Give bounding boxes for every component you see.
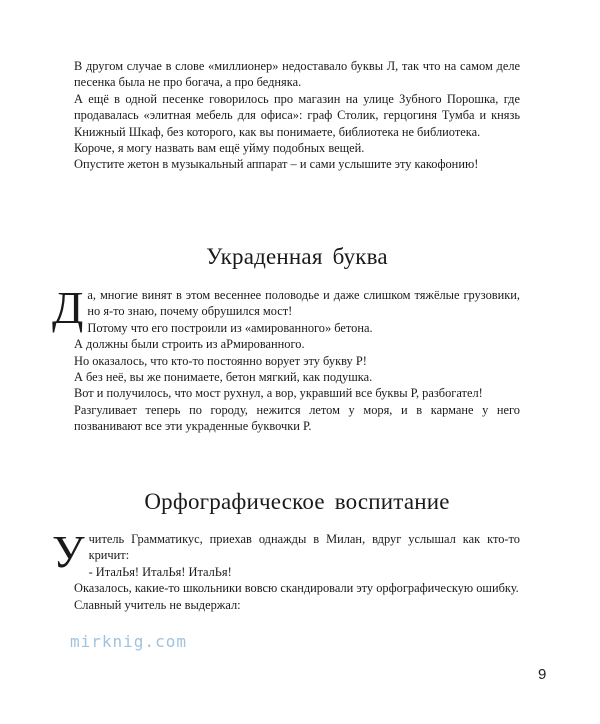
story-spelling-education — [52, 526, 520, 613]
paragraph: Славный учитель не выдержал: — [74, 597, 241, 612]
paragraph: Короче, я могу назвать вам ещё уйму подобных вещей. — [74, 141, 365, 156]
lead-text: а, многие винят в этом весеннее половодье и даже слишком тяжёлые грузовики, но я-то знаю, почему обрушился мост! — [87, 288, 520, 319]
chapter-title-spelling-education: Орфографическое воспитание — [144, 489, 450, 514]
page-number: 9 — [538, 666, 547, 683]
paragraph: Потому что его построили из «амированного» бетона. — [87, 320, 373, 335]
paragraph: А должны были строить из аРмированного. — [74, 337, 305, 352]
watermark: mirknig.com — [70, 632, 187, 651]
lead-text: читель Грамматикус, приехав однажды в Милан, вдруг услышал как кто-то кричит: — [88, 532, 520, 563]
paragraph: Но оказалось, что кто-то постоянно ворует эту букву Р! — [74, 353, 367, 368]
paragraph: В другом случае в слове «миллионер» недоставало буквы Л, так что на самом деле песенка была не про богача, а про бедняка. — [74, 59, 520, 90]
paragraph: Разгуливает теперь по городу, нежится летом у моря, и в кармане у него позванивают все эти украденные буквочки Р. — [74, 402, 520, 434]
paragraph: А без неё, вы же понимаете, бетон мягкий, как подушка. — [74, 370, 373, 385]
drop-cap: У — [52, 526, 85, 577]
paragraph: Вот и получилось, что мост рухнул, а вор, укравший все буквы Р, разбогател! — [74, 386, 483, 401]
intro-text — [74, 58, 520, 173]
paragraph: Оказалось, какие-то школьники вовсю скандировали эту орфографическую ошибку. — [74, 581, 519, 596]
story-stolen-letter — [52, 282, 520, 435]
paragraph: Опустите жетон в музыкальный аппарат – и сами услышите эту какофонию! — [74, 157, 479, 172]
drop-cap: Д — [52, 282, 84, 333]
paragraph: - ИталЬя! ИталЬя! ИталЬя! — [88, 564, 232, 579]
chapter-title-stolen-letter: Украденная буква — [206, 244, 388, 269]
paragraph: А ещё в одной песенке говорилось про магазин на улице Зубного Порошка, где продавалась «элитная мебель для офиса»: граф Столик, герцогиня Тумба и князь Книжный Шкаф, без которого, как вы понимаете, библиотека не библиотека. — [74, 91, 520, 139]
